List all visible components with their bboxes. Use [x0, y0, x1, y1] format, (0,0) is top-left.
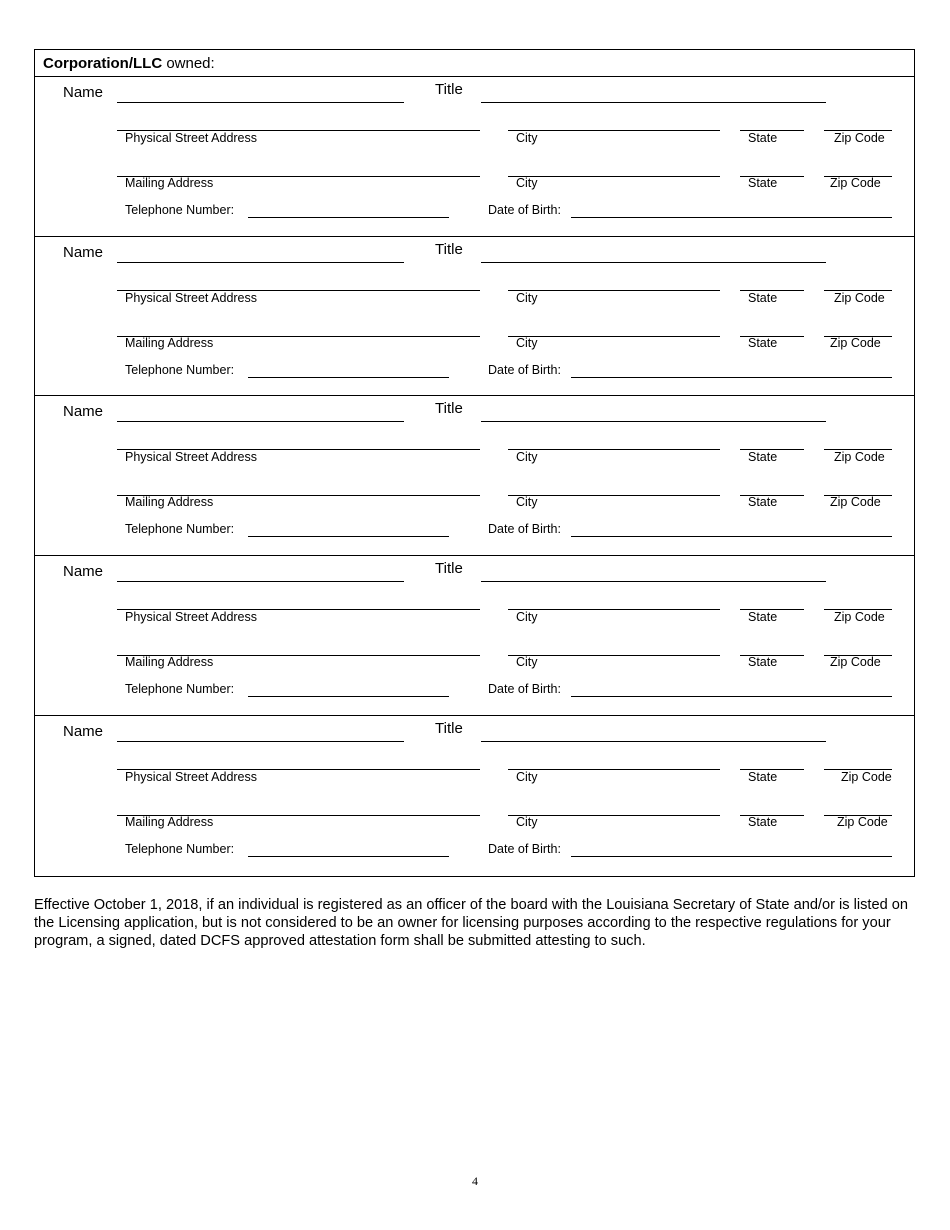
physical-state-label: State — [748, 610, 778, 624]
mailing-address-label: Mailing Address — [125, 495, 214, 509]
name-field[interactable] — [117, 421, 404, 422]
mailing-state-label: State — [748, 495, 778, 509]
dob-field[interactable] — [571, 536, 892, 537]
telephone-label: Telephone Number: — [125, 522, 235, 536]
dob-label: Date of Birth: — [488, 522, 561, 536]
mailing-address-label: Mailing Address — [125, 336, 214, 350]
telephone-label: Telephone Number: — [125, 203, 235, 217]
dob-field[interactable] — [571, 377, 892, 378]
physical-address-label: Physical Street Address — [125, 291, 258, 305]
physical-zip-label: Zip Code — [834, 610, 885, 624]
mailing-city-field[interactable] — [508, 815, 720, 816]
owner-entry — [35, 716, 914, 877]
mailing-zip-label: Zip Code — [830, 336, 881, 350]
telephone-field[interactable] — [248, 856, 449, 857]
name-label: Name — [63, 563, 104, 580]
physical-zip-label: Zip Code — [834, 131, 885, 145]
telephone-field[interactable] — [248, 377, 449, 378]
physical-zip-label: Zip Code — [834, 291, 885, 305]
name-label: Name — [63, 84, 104, 101]
physical-address-label: Physical Street Address — [125, 450, 258, 464]
physical-zip-label: Zip Code — [841, 770, 892, 784]
mailing-zip-label: Zip Code — [830, 176, 881, 190]
dob-label: Date of Birth: — [488, 203, 561, 217]
mailing-address-label: Mailing Address — [125, 815, 214, 829]
mailing-city-field[interactable] — [508, 655, 720, 656]
name-field[interactable] — [117, 581, 404, 582]
owner-entry — [35, 556, 914, 716]
dob-field[interactable] — [571, 696, 892, 697]
title-label: Title — [435, 720, 463, 737]
mailing-city-label: City — [516, 495, 538, 509]
dob-label: Date of Birth: — [488, 682, 561, 696]
physical-city-label: City — [516, 131, 538, 145]
mailing-address-label: Mailing Address — [125, 655, 214, 669]
title-label: Title — [435, 241, 463, 258]
mailing-city-field[interactable] — [508, 336, 720, 337]
physical-address-label: Physical Street Address — [125, 770, 258, 784]
telephone-field[interactable] — [248, 536, 449, 537]
owner-entry — [35, 396, 914, 556]
dob-field[interactable] — [571, 856, 892, 857]
title-field[interactable] — [481, 581, 826, 582]
telephone-field[interactable] — [248, 696, 449, 697]
dob-label: Date of Birth: — [488, 363, 561, 377]
physical-city-field[interactable] — [508, 290, 720, 291]
title-label: Title — [435, 400, 463, 417]
name-field[interactable] — [117, 262, 404, 263]
owner-entry — [35, 237, 914, 396]
dob-label: Date of Birth: — [488, 842, 561, 856]
mailing-city-label: City — [516, 815, 538, 829]
mailing-zip-label: Zip Code — [837, 815, 888, 829]
title-field[interactable] — [481, 421, 826, 422]
name-field[interactable] — [117, 741, 404, 742]
physical-city-label: City — [516, 450, 538, 464]
telephone-label: Telephone Number: — [125, 842, 235, 856]
title-label: Title — [435, 81, 463, 98]
header-bold-label: Corporation/LLC — [43, 55, 163, 72]
header-rest-label: owned: — [162, 55, 215, 72]
physical-state-label: State — [748, 450, 778, 464]
telephone-label: Telephone Number: — [125, 682, 235, 696]
title-field[interactable] — [481, 102, 826, 103]
name-label: Name — [63, 244, 104, 261]
title-field[interactable] — [481, 741, 826, 742]
mailing-city-field[interactable] — [508, 176, 720, 177]
form-header — [35, 50, 914, 77]
dob-field[interactable] — [571, 217, 892, 218]
mailing-city-label: City — [516, 336, 538, 350]
mailing-zip-label: Zip Code — [830, 495, 881, 509]
mailing-address-label: Mailing Address — [125, 176, 214, 190]
mailing-state-label: State — [748, 176, 778, 190]
title-label: Title — [435, 560, 463, 577]
mailing-city-field[interactable] — [508, 495, 720, 496]
physical-city-field[interactable] — [508, 609, 720, 610]
mailing-city-label: City — [516, 176, 538, 190]
mailing-state-label: State — [748, 336, 778, 350]
physical-city-field[interactable] — [508, 130, 720, 131]
page-number: 4 — [472, 1174, 478, 1188]
title-field[interactable] — [481, 262, 826, 263]
owner-entry — [35, 77, 914, 237]
attestation-note: Effective October 1, 2018, if an individual is registered as an officer of the board with the Louisiana Secretary of State and/or is listed on the Licensing application, but is not considered to be an owner for licensing purposes according to the respective regulations for your program, a signed, dated DCFS approved attestation form shall be submitted attesting to such. — [34, 897, 908, 949]
telephone-field[interactable] — [248, 217, 449, 218]
name-field[interactable] — [117, 102, 404, 103]
physical-address-label: Physical Street Address — [125, 131, 258, 145]
mailing-state-label: State — [748, 815, 778, 829]
physical-address-label: Physical Street Address — [125, 610, 258, 624]
physical-city-field[interactable] — [508, 449, 720, 450]
physical-zip-label: Zip Code — [834, 450, 885, 464]
physical-state-label: State — [748, 291, 778, 305]
owner-form-box — [34, 49, 915, 877]
physical-state-label: State — [748, 131, 778, 145]
physical-city-field[interactable] — [508, 769, 720, 770]
mailing-state-label: State — [748, 655, 778, 669]
physical-city-label: City — [516, 291, 538, 305]
physical-state-label: State — [748, 770, 778, 784]
mailing-city-label: City — [516, 655, 538, 669]
name-label: Name — [63, 723, 104, 740]
physical-city-label: City — [516, 770, 538, 784]
name-label: Name — [63, 403, 104, 420]
physical-city-label: City — [516, 610, 538, 624]
mailing-zip-label: Zip Code — [830, 655, 881, 669]
telephone-label: Telephone Number: — [125, 363, 235, 377]
